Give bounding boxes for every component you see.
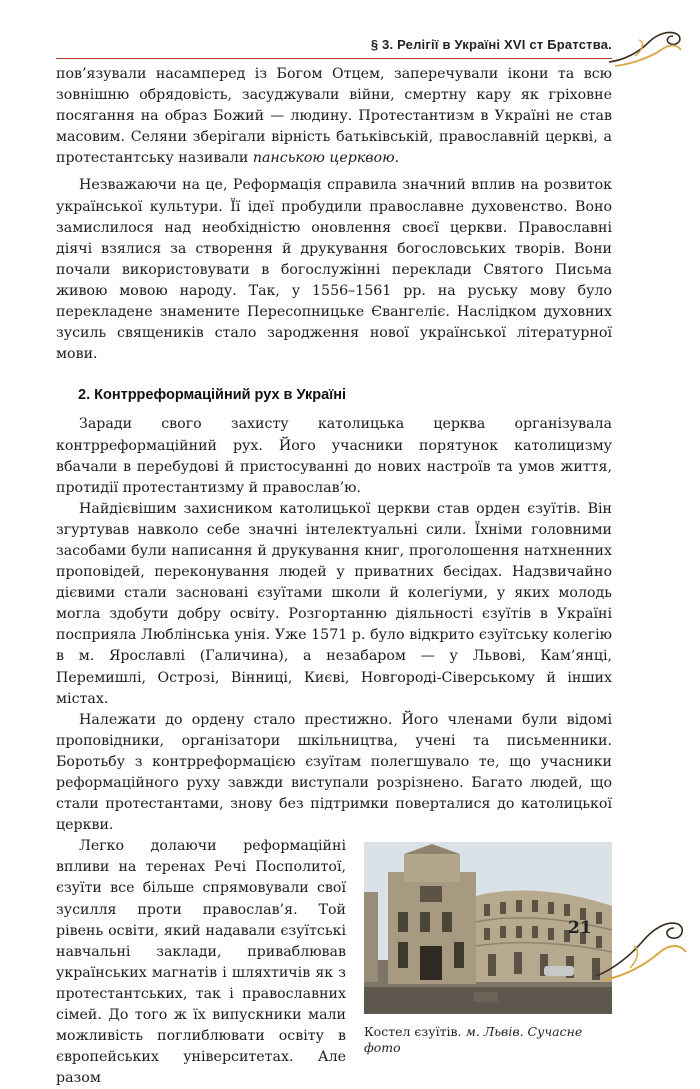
ornament-swirl-icon <box>605 22 685 70</box>
ornament-swirl-icon <box>590 910 690 982</box>
paragraph: Заради свого захисту католицька церква організувала контрреформаційний рух. Його учасники порятунок католицизму вбачали в перебудові й пристосуванні до нових настроїв та умов життя, протидії протестантизму й православ’ю. <box>56 416 612 496</box>
paragraph: Найдієвішим захисником католицької церкви став орден єзуїтів. Він згуртував навколо себе значні інтелектуальні сили. Їхніми головними засобами були написання й друкування книг, проголошення натхненних проповідей, переконування людей у приватних бесідах. Надзвичайно дієвими стали засновані єзуїтами школи й колегіуми, у яких молодь могла здобути добру освіту. Розгортанню діяльності єзуїтів в Україні посприяла Люблінська унія. Уже 1571 р. було відкрито єзуїтську колегію в м. Ярославлі (Галичина), а незабаром — у Львові, Кам’янці, Перемишлі, Острозі, Вінниці, Києві, Новгороді-Сіверському й інших містах. <box>56 500 612 707</box>
paragraph: Належати до ордену стало престижно. Його членами були відомі проповідники, організатори шкільництва, учені та письменники. Боротьбу з контрреформацією єзуїтам полегшувало те, що учасники реформаційного руху завжди виступали розрізнено. Багато людей, що стали протестантами, знову без підтримки поверталися до католицької церкви. <box>56 711 612 834</box>
paragraph: Легко долаючи реформаційні впливи на теренах Речі Посполитої, єзуїти все більше спрямовували свої зусилля проти православ’я. Той рівень освіти, який надавали єзуїтські навчальні заклади, приваблював українських магнатів і шляхтичів як з протестантських, так і православних сімей. До того ж їх випускники мали можливість поглиблювати освіту в європейських університетах. Але разом <box>56 838 346 1087</box>
figure-caption: Костел єзуїтів. м. Львів. Сучасне фото <box>364 1024 583 1056</box>
section-heading: 2. Контрреформаційний рух в Україні <box>78 387 347 404</box>
figure <box>364 842 612 1056</box>
page-body <box>56 64 612 1089</box>
paragraph: Незважаючи на це, Реформація справила значний вплив на розвиток української культури. Її ідеї пробудили православне духовенство. Воно замислилося над необхідністю оновлення своєї церкви. Православні діячі взялися за створення й друкування богословських творів. Вони почали використовувати в богослужінні переклади Святого Письма живою мовою народу. Так, у 1556–1561 рр. на руську мову було перекладене знамените Пересопницьке Євангеліє. Наслідком духовних зусиль священиків стало зародження нової української літературної мови. <box>56 177 612 363</box>
page-number: 21 <box>568 918 592 938</box>
paragraph: пов’язували насамперед із Богом Отцем, заперечували ікони та всю зовнішню обрядовість, засуджували війни, смертну кару як гріховне посягання на образ Божий — людину. Протестантизм в Україні не став масовим. Селяни зберігали вірність батьківській, православній церкві, а протестантську називали панською церквою. <box>56 66 612 167</box>
header-title: § 3. Релігії в Україні XVI ст Братства. <box>370 37 612 52</box>
running-header <box>56 34 612 59</box>
italic-term: панською церквою <box>252 150 395 167</box>
